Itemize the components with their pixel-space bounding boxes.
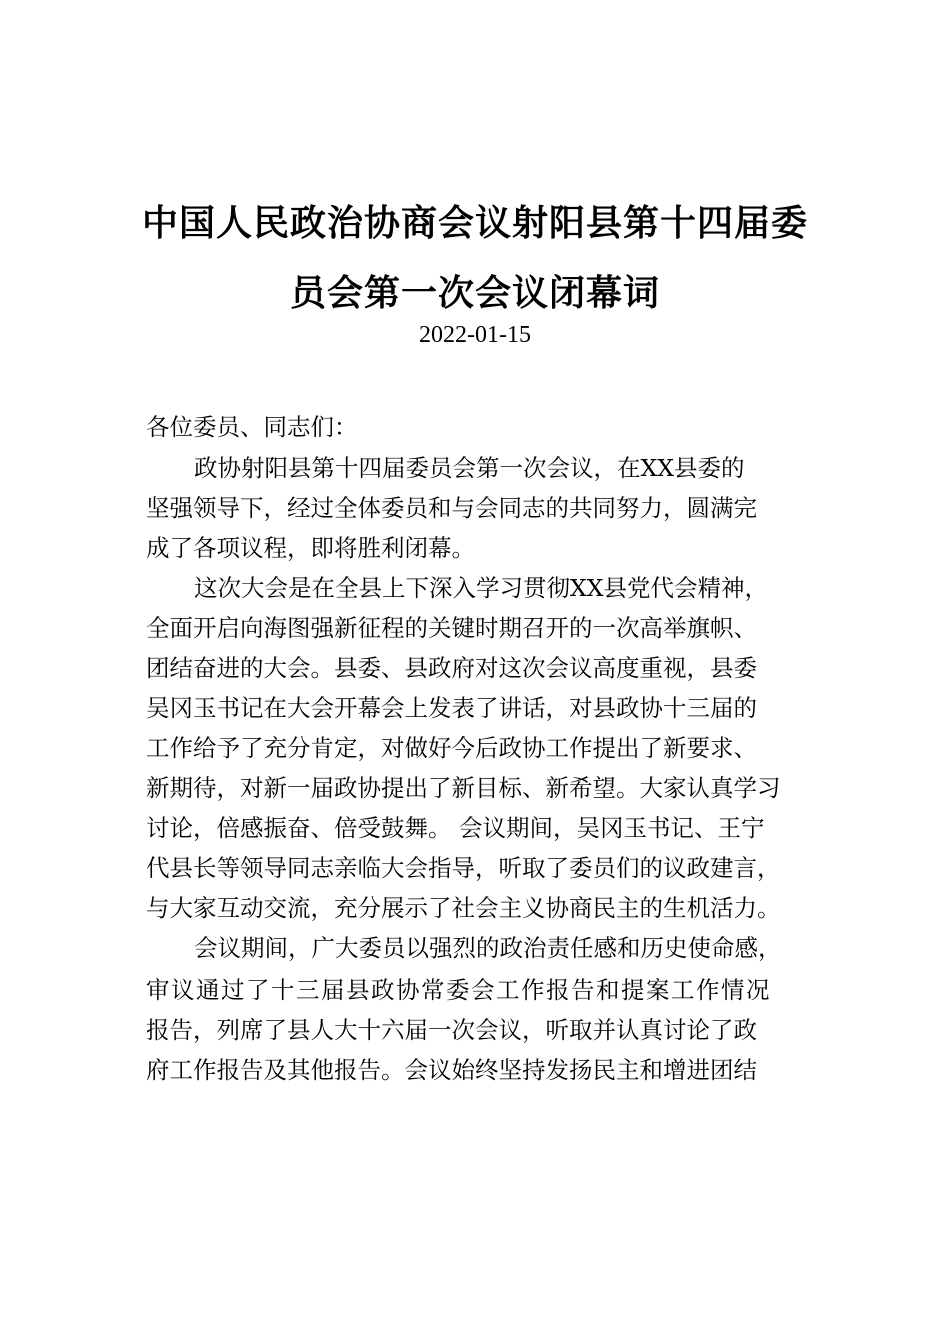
paragraph-line: 政协射阳县第十四届委员会第一次会议，在XX县委的 [194, 454, 745, 482]
paragraph-line: 会议期间，广大委员以强烈的政治责任感和历史使命感， [194, 934, 782, 962]
paragraph-line: 府工作报告及其他报告。会议始终坚持发扬民主和增进团结 [146, 1056, 757, 1084]
paragraph-line: 讨论，倍感振奋、倍受鼓舞。 会议期间，吴冈玉书记、王宁 [146, 814, 765, 842]
paragraph-line: 成了各项议程，即将胜利闭幕。 [146, 534, 475, 562]
document-title-line-2: 员会第一次会议闭幕词 [289, 273, 660, 314]
paragraph-line: 吴冈玉书记在大会开幕会上发表了讲话，对县政协十三届的 [146, 694, 757, 722]
paragraph-line: 这次大会是在全县上下深入学习贯彻XX县党代会精神， [194, 574, 768, 602]
salutation: 各位委员、同志们： [146, 413, 358, 441]
paragraph-line: 坚强领导下，经过全体委员和与会同志的共同努力，圆满完 [146, 494, 757, 522]
document-title-line-1: 中国人民政治协商会议射阳县第十四届委 [141, 203, 808, 244]
paragraph-line: 报告，列席了县人大十六届一次会议，听取并认真讨论了政 [146, 1016, 757, 1044]
document-date: 2022-01-15 [419, 322, 531, 348]
paragraph-line: 代县长等领导同志亲临大会指导，听取了委员们的议政建言， [146, 854, 781, 882]
paragraph-line: 与大家互动交流，充分展示了社会主义协商民主的生机活力。 [146, 894, 781, 922]
paragraph-line: 团结奋进的大会。县委、县政府对这次会议高度重视，县委 [146, 654, 757, 682]
paragraph-line: 审议通过了十三届县政协常委会工作报告和提案工作情况 [146, 976, 771, 1004]
paragraph-line: 工作给予了充分肯定，对做好今后政协工作提出了新要求、 [146, 734, 757, 762]
paragraph-line: 全面开启向海图强新征程的关键时期召开的一次高举旗帜、 [146, 614, 757, 642]
paragraph-line: 新期待，对新一届政协提出了新目标、新希望。大家认真学习 [146, 774, 781, 802]
